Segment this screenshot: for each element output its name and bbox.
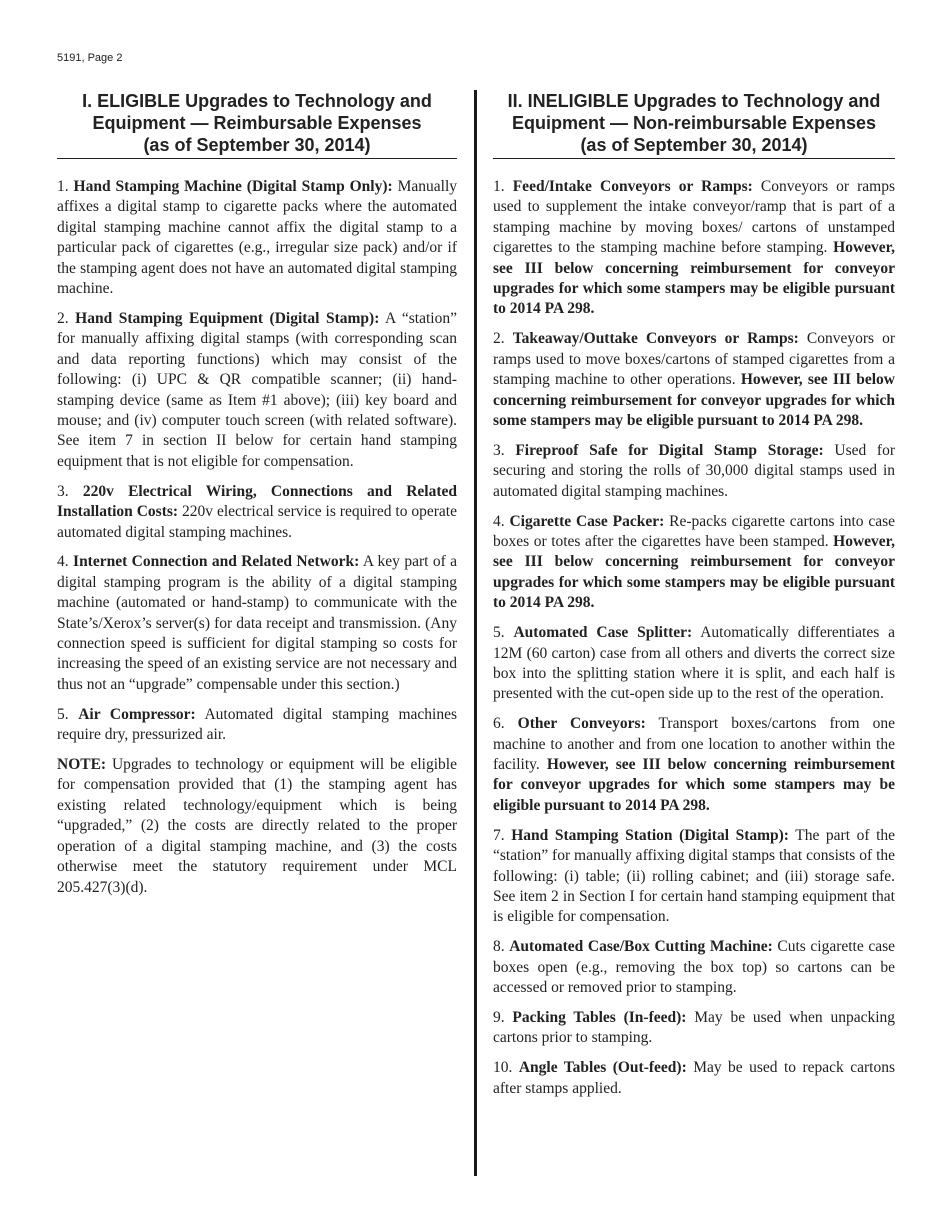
item-number: 5. [57,705,69,723]
item-text: May be used to repack cartons after stamps applied. [493,1059,896,1097]
ineligible-item-2 [493,329,895,431]
item-text: A “station” for manually affixing digital stamps (with corresponding scan and data reporting functions) which may consist of the following: (i) UPC & QR compatible scanner; (ii) hand-stamping device (same as Item #1 above); (iii) key board and mouse; and (iv) computer touch screen (with related software). See item 7 in section II below for certain hand stamping equipment that is not eligible for compensation. [57,309,457,470]
eligible-item-5 [57,705,457,746]
item-number: 8. [493,938,505,956]
item-text: May be used when unpacking cartons prior to stamping. [493,1009,896,1047]
item-text: Transport boxes/cartons from one machine to another and from one location to another within the facility. [493,715,895,774]
item-number: 6. [493,715,505,733]
item-heading: Cigarette Case Packer: [509,512,665,530]
item-heading: Angle Tables (Out-feed): [518,1059,687,1077]
item-number: 4. [57,553,69,571]
item-number: 5. [493,624,505,642]
eligible-title-line-2: Equipment — Reimbursable Expenses [92,113,422,133]
item-heading: Hand Stamping Station (Digital Stamp): [511,826,789,844]
page-label: 5191, Page 2 [57,52,123,64]
item-heading: Takeaway/Outtake Conveyors or Ramps: [512,330,799,348]
ineligible-item-10 [493,1058,895,1099]
column-divider [474,90,477,1176]
ineligible-item-4 [493,512,895,614]
eligible-column [57,90,457,907]
item-bold-note: However, see III below concerning reimbursement for conveyor upgrades for which some stampers may be eligible pursuant to 2014 PA 298. [493,239,896,318]
item-heading: Hand Stamping Machine (Digital Stamp Only): [73,178,393,195]
item-number: 7. [493,826,505,844]
ineligible-title-line-2: Equipment — Non-reimbursable Expenses [511,113,877,133]
ineligible-item-8 [493,937,895,998]
item-number: 2. [57,309,69,327]
item-bold-note: However, see III below concerning reimbursement for conveyor upgrades for which some stampers may be eligible pursuant to 2014 PA 298. [493,756,896,814]
item-number: 10. [493,1059,513,1077]
eligible-item-4 [57,552,457,695]
eligible-title-line-3: (as of September 30, 2014) [143,135,371,155]
item-heading: Feed/Intake Conveyors or Ramps: [512,178,753,195]
item-text: 220v electrical service is required to operate automated digital stamping machines. [57,503,457,541]
item-number: 4. [493,512,505,530]
ineligible-item-9 [493,1008,895,1049]
item-text: Conveyors or ramps used to move boxes/cartons of stamped cigarettes from a stamping machine to other operations. [493,330,896,389]
item-heading: Air Compressor: [78,705,196,723]
item-heading: Hand Stamping Equipment (Digital Stamp): [75,309,380,327]
item-heading: Packing Tables (In-feed): [512,1009,687,1027]
item-text: Cuts cigarette case boxes open (e.g., removing the box top) so cartons can be accessed or removed prior to stamping. [493,938,896,997]
ineligible-title-line-3: (as of September 30, 2014) [580,135,808,155]
eligible-item-3 [57,482,457,543]
item-text: Used for securing and storing the rolls of 30,000 digital stamps used in automated digital stamping machines. [493,441,896,500]
item-bold-note: However, see III below concerning reimbursement for conveyor upgrades for which some stampers may be eligible pursuant to 2014 PA 298. [493,371,895,429]
item-number: 3. [493,441,505,459]
ineligible-title-line-1: II. INELIGIBLE Upgrades to Technology and [507,91,881,111]
ineligible-item-6 [493,714,895,816]
ineligible-item-5 [493,623,895,705]
item-bold-note: However, see III below concerning reimbursement for conveyor upgrades for which some stampers may be eligible pursuant to 2014 PA 298. [493,533,895,612]
eligible-list [57,177,457,898]
item-text: Conveyors or ramps used to supplement the intake conveyor/ramp that is part of a stamping machine by moving boxes/ cartons of unstamped cigarettes to the stamping machine before stamping. [493,178,896,257]
ineligible-title [493,90,895,159]
item-number: 3. [57,482,69,500]
item-text: Manually affixes a digital stamp to cigarette packs where the automated digital stamping machine cannot affix the digital stamp to a particular pack of cigarettes (e.g., irregular size pack) and/or if the stamping agent does not have an automated digital stamping machine. [57,178,458,298]
item-heading: Automated Case/Box Cutting Machine: [509,938,773,956]
ineligible-column [493,90,895,1109]
eligible-item-1 [57,177,457,299]
item-number: 1. [57,178,69,195]
ineligible-item-1 [493,177,895,320]
ineligible-list [493,177,895,1099]
item-heading: Other Conveyors: [517,715,646,733]
item-heading: 220v Electrical Wiring, Connections and Related Installation Costs: [57,482,457,521]
item-text: Automated digital stamping machines require dry, pressurized air. [57,705,458,744]
item-text: Automatically differentiates a 12M (60 carton) case from all others and diverts the correct size box into the splitting station where it is split, and each half is presented with the cut-open side up to the rest of the operation. [493,624,895,703]
item-heading: Automated Case Splitter: [513,624,693,642]
eligible-item-2 [57,309,457,472]
item-number: 1. [493,178,505,195]
eligible-title [57,90,457,159]
note-label: NOTE: [57,756,107,774]
ineligible-item-7 [493,826,895,928]
item-number: 9. [493,1009,505,1027]
eligible-note [57,755,457,898]
item-text: The part of the “station” for manually affixing digital stamps that consists of the following: (i) table; (ii) rolling cabinet; and (iii) storage safe. See item 2 in Section I for certain hand stamping equipment that is eligible for compensation. [493,826,896,926]
item-heading: Internet Connection and Related Network: [73,553,360,571]
item-text: A key part of a digital stamping program is the ability of a digital stamping machine (automated or hand-stamp) to communicate with the State’s/Xerox’s server(s) for data receipt and transmission. (Any connection speed is sufficient for digital stamping so costs for increasing the speed of an existing service are not necessary and thus not an “upgrade” compensable under this section.) [57,553,458,693]
eligible-title-line-1: I. ELIGIBLE Upgrades to Technology and [82,91,432,111]
item-heading: Fireproof Safe for Digital Stamp Storage: [515,441,824,459]
item-number: 2. [493,330,505,348]
note-text: Upgrades to technology or equipment will be eligible for compensation provided that (1) the stamping agent has existing related technology/equipment which is being “upgraded,” (2) the costs are directly related to the proper operation of a digital stamping machine, and (3) the costs otherwise meet the statutory requirement under MCL 205.427(3)(d). [57,756,457,896]
ineligible-item-3 [493,441,895,502]
item-text: Re-packs cigarette cartons into case boxes or totes after the cigarettes have been stamped. [493,512,895,550]
